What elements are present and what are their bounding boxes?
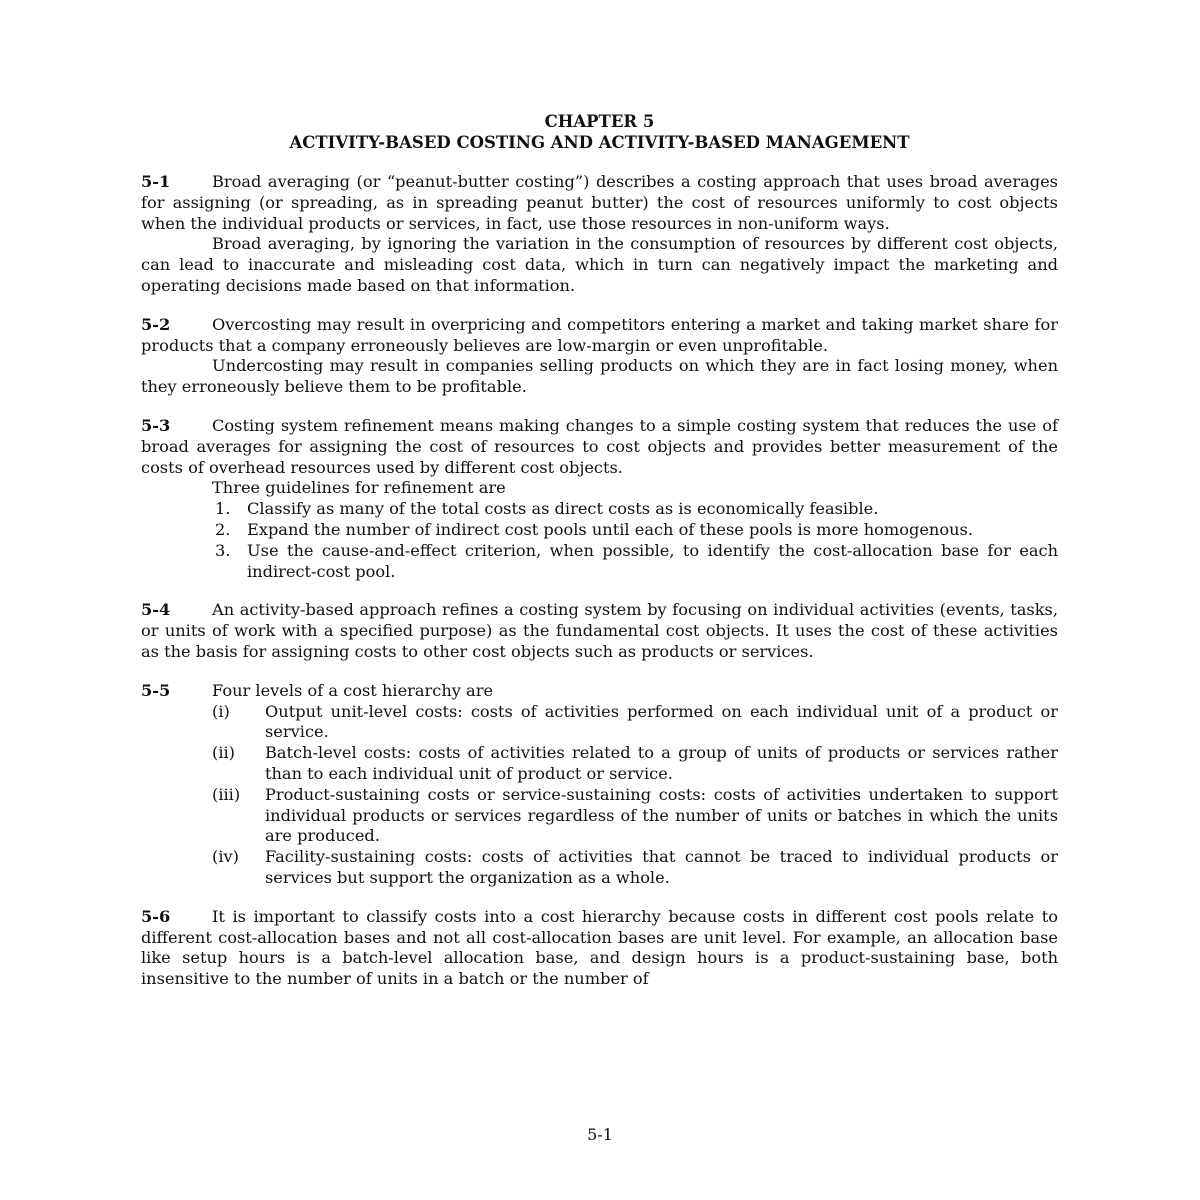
list-marker: (iv) — [212, 847, 239, 867]
list-intro: Four levels of a cost hierarchy are — [212, 680, 494, 700]
list-marker: (ii) — [212, 743, 235, 763]
list-item-text: Batch-level costs: costs of activities related to a group of units of products or services rather than to each individual unit of product or service. — [265, 743, 1058, 783]
answer-paragraph: Costing system refinement means making changes to a simple costing system that reduces the use of broad averages for assigning the cost of resources to cost objects and provides better measurement of the costs of overhead resources used by different cost objects. — [141, 415, 1058, 477]
answer-paragraph: Undercosting may result in companies selling products on which they are in fact losing money, when they erroneously believe them to be profitable. — [141, 356, 1058, 397]
answer-paragraph: It is important to classify costs into a cost hierarchy because costs in different cost pools relate to different cost-allocation bases and not all cost-allocation bases are unit level. For example, an allocation base like setup hours is a batch-level allocation base, and design hours is a product-sustaining base, both insensitive to the number of units in a batch or the number of — [141, 906, 1058, 989]
list-marker: (i) — [212, 701, 230, 721]
question-number: 5-6 — [141, 906, 171, 926]
list-item-text: Output unit-level costs: costs of activities performed on each individual unit of a product or service. — [265, 701, 1058, 742]
answer-paragraph: Broad averaging (or “peanut-butter costing”) describes a costing approach that uses broad averages for assigning (or spreading, as in spreading peanut butter) the cost of resources uniformly to cost objects when the individual products or services, in fact, use those resources in non-uniform ways. — [141, 172, 1058, 233]
page-number: 5-1 — [587, 1125, 613, 1144]
list-item — [141, 541, 1058, 583]
list-item-text: Facility-sustaining costs: costs of activities that cannot be traced to individual products or services but support the organization as a whole. — [265, 847, 1058, 887]
guideline-list — [141, 499, 1058, 582]
list-item-text: Classify as many of the total costs as direct costs as is economically feasible. — [247, 499, 879, 519]
list-item — [141, 785, 1058, 847]
question-number: 5-3 — [141, 415, 171, 435]
question-number: 5-2 — [141, 314, 171, 334]
question-5-1 — [141, 172, 1058, 297]
list-item — [141, 499, 1058, 520]
answer-paragraph: An activity-based approach refines a costing system by focusing on individual activities (events, tasks, or units of work with a specified purpose) as the fundamental cost objects. It uses the cost of these activities as the basis for assigning costs to other cost objects such as products or services. — [141, 600, 1058, 661]
answer-paragraph: Overcosting may result in overpricing and competitors entering a market and taking market share for products that a company erroneously believes are low-margin or even unprofitable. — [141, 314, 1058, 355]
list-item — [141, 847, 1058, 889]
list-marker: (iii) — [212, 784, 241, 804]
list-marker: 3. — [215, 540, 231, 560]
list-item-text: Expand the number of indirect cost pools until each of these pools is more homogenous. — [247, 519, 973, 539]
list-item — [141, 702, 1058, 744]
cost-hierarchy-list — [141, 702, 1058, 889]
chapter-title: ACTIVITY-BASED COSTING AND ACTIVITY-BASED MANAGEMENT — [289, 132, 910, 152]
question-5-6 — [141, 907, 1058, 990]
page-content — [141, 112, 1058, 1008]
question-number: 5-5 — [141, 680, 171, 700]
question-5-5 — [141, 681, 1058, 889]
question-5-3 — [141, 416, 1058, 582]
list-item — [141, 520, 1058, 541]
question-number: 5-4 — [141, 600, 171, 620]
question-number: 5-1 — [141, 172, 171, 191]
list-item — [141, 743, 1058, 785]
list-marker: 1. — [215, 499, 231, 519]
list-item-text: Use the cause-and-effect criterion, when possible, to identify the cost-allocation base for each indirect-cost pool. — [247, 540, 1058, 581]
list-item-text: Product-sustaining costs or service-sustaining costs: costs of activities undertaken to support individual products or services regardless of the number of units or batches in which the units are produced. — [265, 784, 1058, 846]
question-5-2 — [141, 315, 1058, 398]
chapter-number: CHAPTER 5 — [544, 112, 655, 131]
list-intro: Three guidelines for refinement are — [212, 478, 506, 498]
question-5-4 — [141, 600, 1058, 662]
list-marker: 2. — [215, 519, 231, 539]
answer-paragraph: Broad averaging, by ignoring the variation in the consumption of resources by different cost objects, can lead to inaccurate and misleading cost data, which in turn can negatively impact the marketing and operating decisions made based on that information. — [141, 234, 1058, 295]
